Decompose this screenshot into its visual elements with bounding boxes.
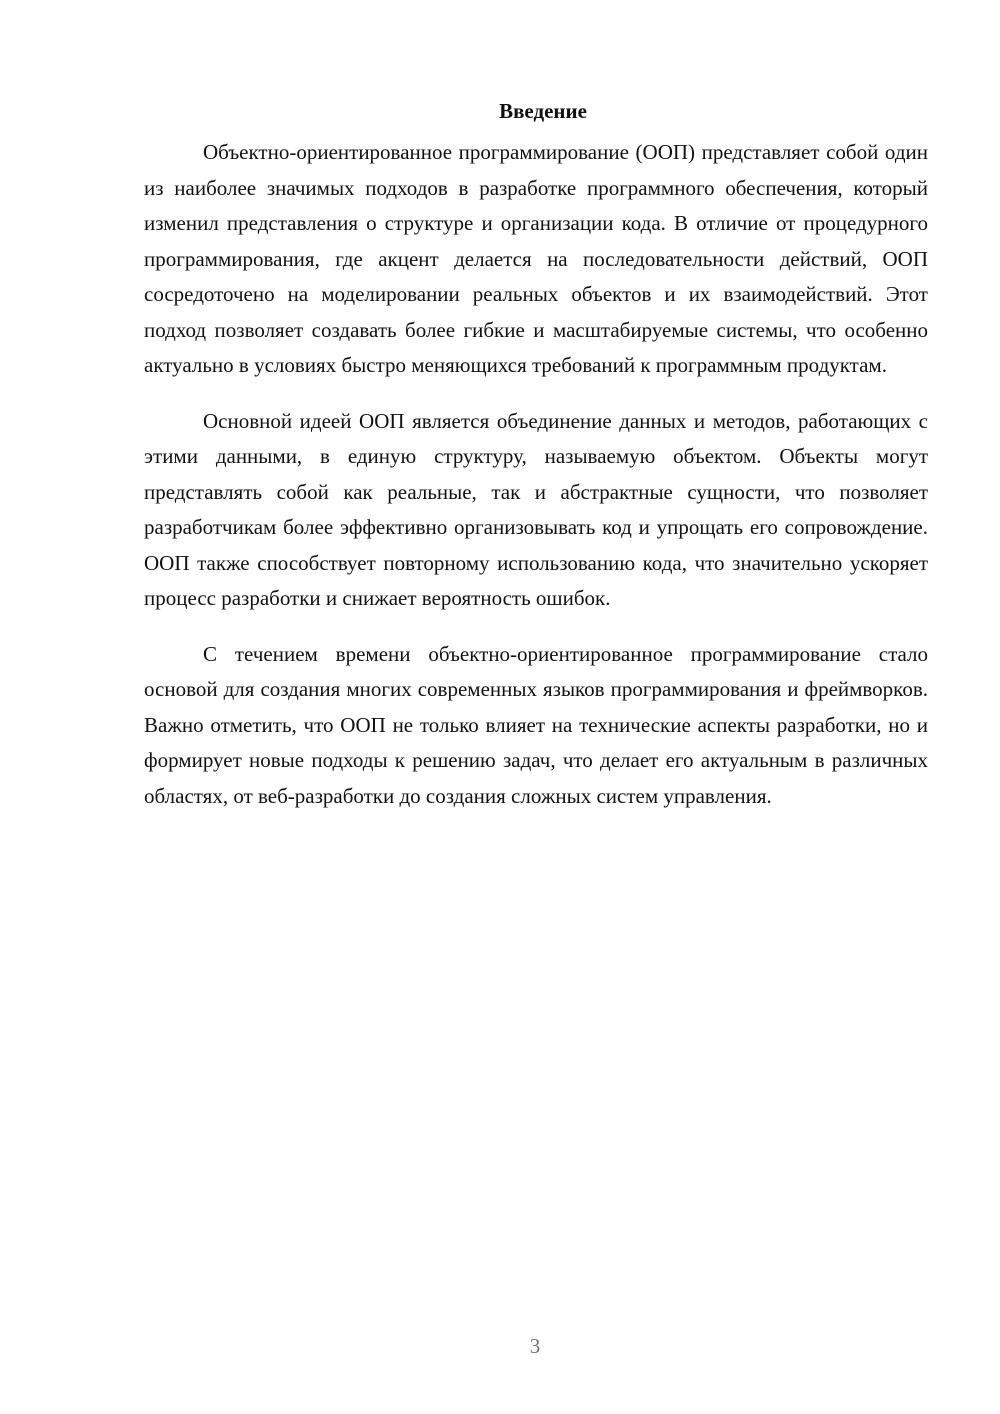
paragraph-1: Объектно-ориентированное программирование (ООП) представляет собой один из наиболее значимых подходов в разработке программного обеспечения, который изменил представления о структуре и организации кода. В отличие от процедурного программирования, где акцент делается на последовательности действий, ООП сосредоточено на моделировании реальных объектов и их взаимодействий. Этот подход позволяет создавать более гибкие и масштабируемые системы, что особенно актуально в условиях быстро меняющихся требований к программным продуктам.: [144, 140, 928, 377]
section-title: Введение: [499, 99, 587, 123]
page-number: 3: [529, 1334, 541, 1358]
paragraph-3: С течением времени объектно-ориентированное программирование стало основой для создания многих современных языков программирования и фреймворков. Важно отметить, что ООП не только влияет на технические аспекты разработки, но и формирует новые подходы к решению задач, что делает его актуальным в различных областях, от веб-разработки до создания сложных систем управления.: [144, 641, 928, 808]
paragraph-2: Основной идеей ООП является объединение данных и методов, работающих с этими данными, в единую структуру, называемую объектом. Объекты могут представлять собой как реальные, так и абстрактные сущности, что позволяет разработчикам более эффективно организовывать код и упрощать его сопровождение. ООП также способствует повторному использованию кода, что значительно ускоряет процесс разработки и снижает вероятность ошибок.: [144, 408, 928, 610]
page-content: [144, 96, 928, 834]
